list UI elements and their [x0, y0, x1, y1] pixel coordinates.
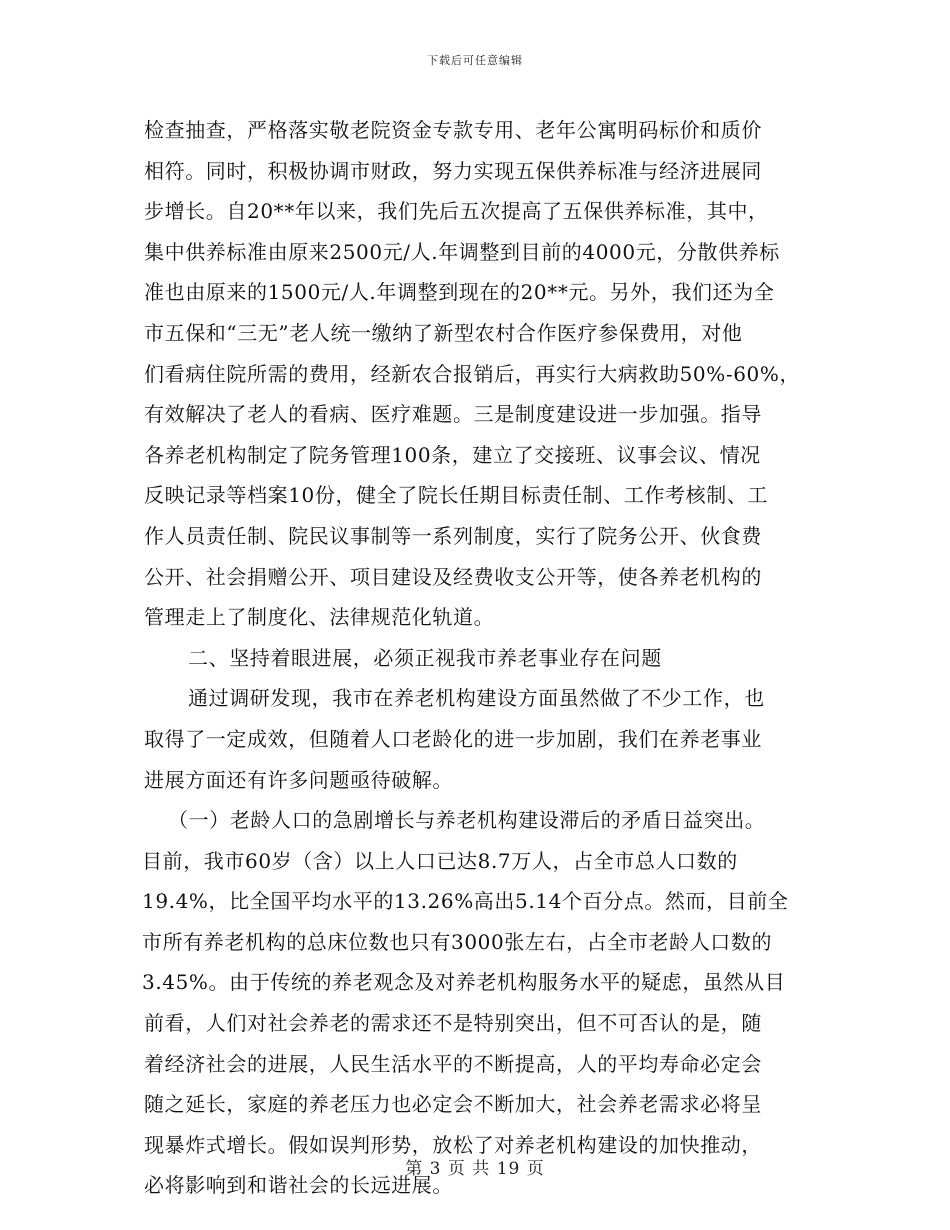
- body-line: 集中供养标准由原来2500元/人.年调整到目前的4000元，分散供养标: [144, 239, 780, 264]
- subsection-heading: （一）老龄人口的急剧增长与养老机构建设滞后的矛盾日益突出。: [168, 808, 766, 833]
- body-line: 市五保和“三无”老人统一缴纳了新型农村合作医疗参保费用，对他: [144, 320, 743, 345]
- page-number: 第 3 页 共 19 页: [405, 1159, 545, 1179]
- paragraph-first-line: 通过调研发现，我市在养老机构建设方面虽然做了不少工作，也: [188, 686, 765, 711]
- document-body: [144, 110, 814, 1206]
- body-line: 检查抽查，严格落实敬老院资金专款专用、老年公寓明码标价和质价: [144, 118, 762, 142]
- page-header-note: 下载后可任意编辑: [427, 54, 523, 67]
- body-line: 各养老机构制定了院务管理100条，建立了交接班、议事会议、情况: [144, 442, 761, 467]
- body-line: 3.45%。由于传统的养老观念及对养老机构服务水平的疑虑，虽然从目: [142, 970, 786, 995]
- body-line: 着经济社会的进展，人民生活水平的不断提高，人的平均寿命必定会: [144, 1051, 762, 1076]
- body-line: 随之延长，家庭的养老压力也必定会不断加大，社会养老需求必将呈: [144, 1092, 762, 1117]
- body-line: 市所有养老机构的总床位数也只有3000张左右，占全市老龄人口数的: [142, 929, 773, 954]
- body-line: 作人员责任制、院民议事制等一系列制度，实行了院务公开、伙食费: [144, 523, 762, 548]
- body-line: 必将影响到和谐社会的长远进展。: [144, 1173, 453, 1198]
- body-line: 准也由原来的1500元/人.年调整到现在的20**元。另外，我们还为全: [144, 280, 775, 305]
- body-line: 相符。同时，积极协调市财政，努力实现五保供养标准与经济进展同: [144, 158, 762, 183]
- body-line: 现暴炸式增长。假如误判形势，放松了对养老机构建设的加快推动，: [144, 1132, 762, 1157]
- body-line: 们看病住院所需的费用，经新农合报销后，再实行大病救助50%-60%，: [144, 361, 801, 386]
- body-line: 有效解决了老人的看病、医疗难题。三是制度建设进一步加强。指导: [144, 402, 762, 427]
- body-line: 19.4%，比全国平均水平的13.26%高出5.14个百分点。然而，目前全: [142, 889, 789, 914]
- body-line: 前看，人们对社会养老的需求还不是特别突出，但不可否认的是，随: [144, 1011, 762, 1036]
- body-line: 管理走上了制度化、法律规范化轨道。: [144, 605, 495, 630]
- body-line: 目前，我市60岁（含）以上人口已达8.7万人，占全市总人口数的: [142, 848, 738, 873]
- section-heading: 二、坚持着眼进展，必须正视我市养老事业存在问题: [188, 645, 662, 670]
- body-line: 反映记录等档案10份，健全了院长任期目标责任制、工作考核制、工: [144, 483, 769, 508]
- body-line: 进展方面还有许多问题亟待破解。: [144, 767, 453, 792]
- body-line: 公开、社会捐赠公开、项目建设及经费收支公开等，使各养老机构的: [144, 564, 762, 589]
- body-line: 取得了一定成效，但随着人口老龄化的进一步加剧，我们在养老事业: [144, 726, 762, 751]
- body-line: 步增长。自20**年以来，我们先后五次提高了五保供养标准，其中，: [144, 199, 769, 224]
